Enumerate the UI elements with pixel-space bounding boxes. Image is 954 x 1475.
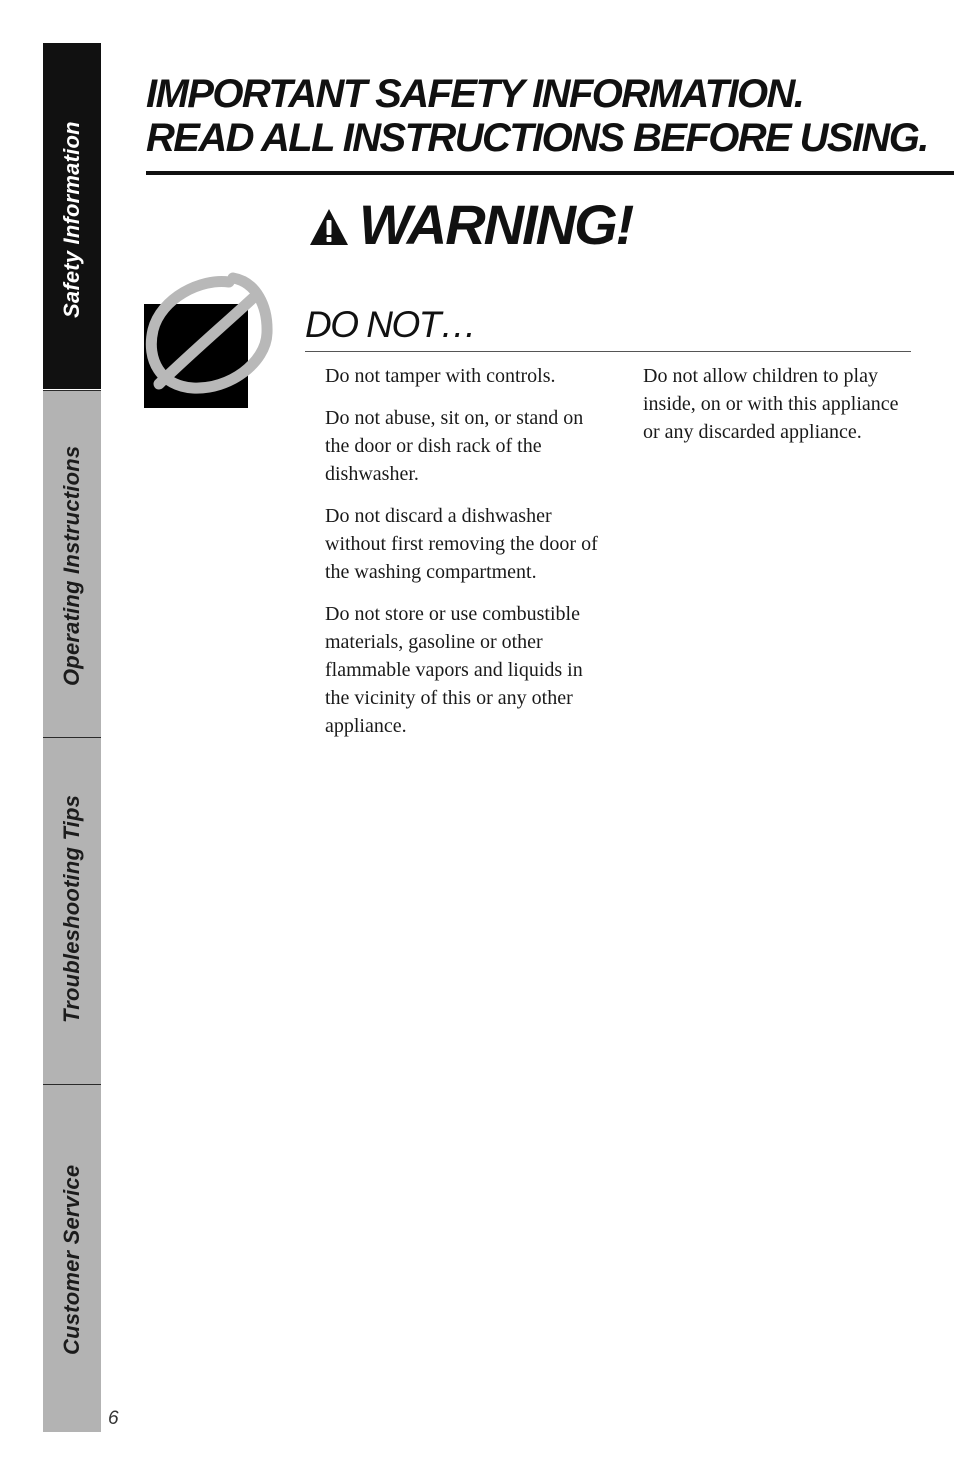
warning-triangle-icon: [307, 205, 351, 249]
tab-label: Operating Instructions: [59, 445, 84, 686]
list-item: Do not discard a dishwasher without first removing the door of the washing compartment.: [325, 505, 598, 583]
do-not-list-right: [643, 362, 918, 460]
page-title-line-2: READ ALL INSTRUCTIONS BEFORE USING.: [146, 116, 928, 160]
do-not-list-left: [325, 362, 600, 754]
list-item: Do not tamper with controls.: [325, 365, 556, 387]
page-title-line-1: IMPORTANT SAFETY INFORMATION.: [146, 72, 804, 116]
tab-operating-instructions[interactable]: [43, 390, 101, 737]
list-item: Do not store or use combustible materials, gasoline or other flammable vapors and liquids in the vicinity of this or any other appliance.: [325, 603, 583, 737]
tab-troubleshooting-tips[interactable]: [43, 737, 101, 1084]
prohibition-icon: [141, 268, 281, 413]
heading-divider: [146, 171, 954, 175]
warning-title: WARNING!: [359, 193, 633, 256]
do-not-divider: [305, 351, 911, 352]
warning-banner: [307, 192, 632, 257]
list-item: Do not abuse, sit on, or stand on the door or dish rack of the dishwasher.: [325, 407, 584, 485]
page-number: 6: [108, 1408, 119, 1429]
page-title: [146, 72, 928, 160]
tab-label: Customer Service: [59, 1164, 84, 1355]
tab-customer-service[interactable]: [43, 1084, 101, 1432]
tab-label: Troubleshooting Tips: [59, 794, 84, 1023]
tab-label: Safety Information: [59, 121, 84, 318]
do-not-heading: DO NOT…: [305, 304, 476, 345]
list-item: Do not allow children to play inside, on or with this appliance or any discarded appliance.: [643, 365, 899, 443]
side-tabs: [43, 43, 101, 1431]
tab-safety-information[interactable]: [43, 43, 101, 389]
